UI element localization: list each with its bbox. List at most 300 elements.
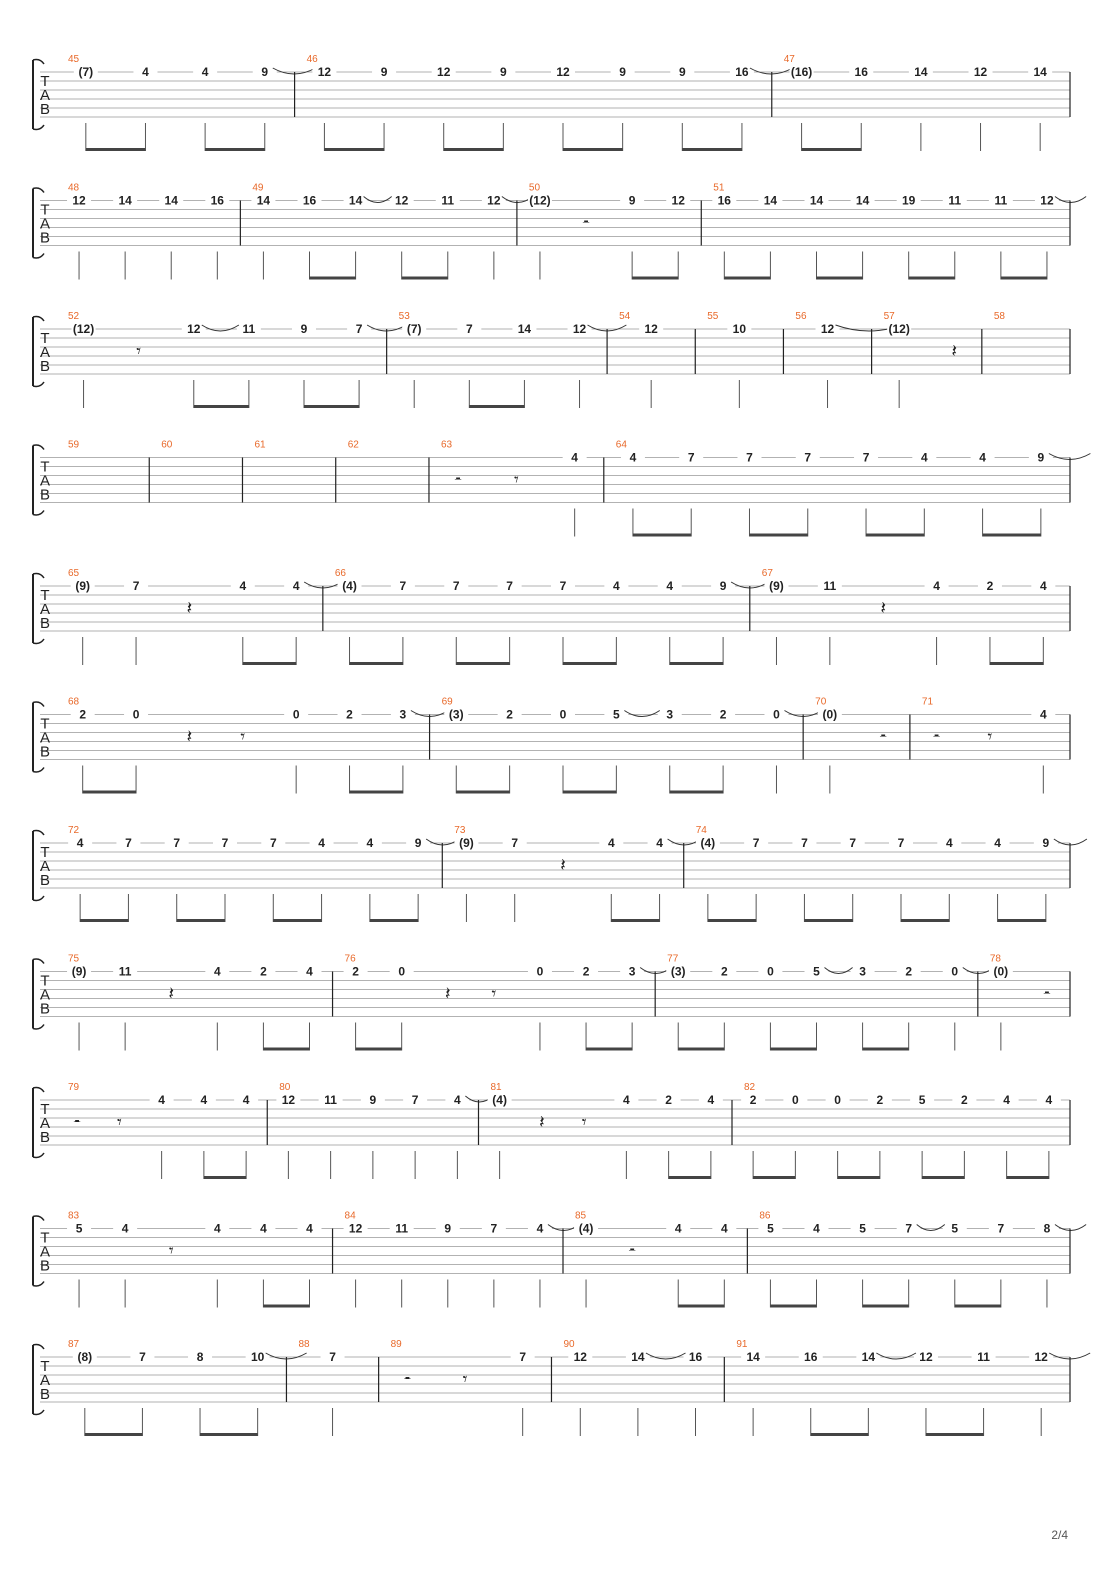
measure (750, 568, 1056, 665)
fret-number: 7 (355, 322, 363, 336)
measure-number: 87 (68, 1339, 80, 1350)
beam (632, 277, 678, 280)
measure-number: 62 (347, 439, 359, 451)
beam (670, 662, 723, 665)
measure (242, 440, 266, 503)
fret-number: 4 (994, 836, 1001, 850)
fret-number: 7 (221, 836, 229, 850)
measure (295, 54, 793, 151)
measure (701, 183, 1086, 280)
fret-number: 16 (302, 193, 317, 208)
fret-number: 14 (517, 322, 532, 336)
fret-number: (0) (822, 707, 838, 722)
fret-number: 14 (809, 193, 824, 208)
beam (350, 791, 403, 794)
fret-number: 11 (823, 579, 837, 593)
fret-number: 7 (125, 836, 132, 850)
tab-clef-letter: B (39, 1129, 51, 1146)
bracket-top (33, 959, 44, 964)
beam (304, 405, 359, 408)
bracket-bottom (33, 1410, 44, 1415)
tab-system (33, 1082, 1070, 1179)
fret-number: 12 (72, 193, 86, 208)
fret-number: 12 (572, 322, 587, 336)
measure-number: 81 (490, 1082, 502, 1093)
measure-number: 60 (161, 439, 173, 451)
fret-number: 4 (242, 1093, 250, 1107)
fret-number: (4) (578, 1221, 594, 1236)
fret-number: 2 (905, 964, 913, 979)
fret-number: 4 (213, 964, 221, 979)
fret-number: 3 (666, 707, 674, 722)
tie (646, 1353, 686, 1359)
measure (430, 697, 822, 794)
measure-number: 73 (454, 825, 466, 836)
bracket-bottom (33, 125, 44, 130)
tab-clef-letter: A (39, 1243, 51, 1261)
tab-system (33, 568, 1070, 665)
rest-symbol: 𝄽 (880, 598, 886, 619)
beam (402, 277, 448, 280)
fret-number: 8 (196, 1350, 204, 1364)
measure (551, 1339, 707, 1436)
measure-number: 64 (615, 439, 627, 451)
beam (586, 1048, 632, 1051)
measure-number: 75 (68, 953, 80, 965)
fret-number: (16) (790, 65, 813, 79)
fret-number: 4 (1003, 1093, 1010, 1107)
beam (80, 919, 128, 922)
measure (67, 1211, 321, 1308)
fret-number: 4 (629, 450, 637, 465)
fret-number: 12 (573, 1350, 587, 1364)
fret-number: 9 (300, 322, 308, 336)
measure (68, 568, 342, 665)
beam (817, 277, 863, 280)
beam (838, 1176, 880, 1179)
fret-number: 7 (173, 836, 181, 850)
fret-number: 9 (619, 65, 626, 79)
beam (563, 148, 623, 151)
fret-number: 12 (437, 65, 451, 79)
fret-number: 4 (318, 836, 325, 850)
fret-number: 7 (329, 1350, 336, 1364)
beam (633, 534, 691, 537)
rest-symbol: 𝄾 (491, 983, 497, 1005)
rest-symbol: 𝄽 (186, 726, 193, 748)
tab-clef-letter: T (40, 330, 50, 347)
beam (863, 1305, 909, 1308)
measure (286, 1339, 344, 1436)
fret-number: 4 (607, 836, 615, 850)
measure-number: 46 (306, 54, 318, 65)
tie (917, 1225, 945, 1231)
beam (243, 662, 296, 665)
beam (1007, 1176, 1049, 1179)
tab-clef-letter: T (40, 587, 50, 604)
fret-number: 4 (945, 836, 953, 850)
beam (83, 791, 136, 794)
fret-number: 12 (644, 322, 658, 336)
fret-number: 11 (118, 964, 132, 979)
measure-number: 77 (667, 953, 679, 965)
beam (955, 1305, 1001, 1308)
tab-clef-letter: A (39, 858, 51, 875)
tab-clef-letter: B (39, 1000, 51, 1018)
tab-clef-letter: B (39, 358, 51, 375)
fret-number: 4 (613, 579, 620, 593)
fret-number: 7 (139, 1350, 146, 1364)
measure (655, 954, 994, 1051)
fret-number: 11 (977, 1350, 990, 1364)
fret-number: 16 (210, 193, 224, 208)
tab-clef-letter: A (39, 1115, 51, 1132)
measure (978, 954, 1051, 1051)
measure-number: 50 (528, 182, 541, 194)
measure-number: 72 (68, 825, 80, 836)
fret-number: 12 (973, 65, 988, 79)
measure-number: 85 (575, 1210, 587, 1222)
bracket-top (33, 831, 44, 836)
measure (68, 825, 459, 922)
tab-clef-letter: A (39, 87, 51, 104)
beam (804, 919, 852, 922)
beam (469, 405, 524, 408)
bracket-top (33, 445, 44, 450)
tab-clef-letter: B (39, 743, 51, 761)
beam (611, 919, 659, 922)
fret-number: 14 (855, 193, 870, 208)
fret-number: 7 (452, 579, 460, 593)
rest-symbol: 𝄼 (582, 212, 590, 234)
fret-number: 2 (260, 964, 267, 979)
fret-number: 16 (735, 65, 749, 79)
fret-number: 7 (132, 579, 140, 593)
tie (876, 1353, 916, 1359)
fret-number: 4 (292, 579, 300, 593)
bracket-bottom (33, 511, 44, 516)
fret-number: 12 (1040, 193, 1054, 208)
tab-system (33, 183, 1086, 280)
fret-number: 14 (348, 193, 363, 208)
fret-number: 2 (720, 964, 728, 979)
fret-number: 0 (536, 964, 544, 979)
fret-number: 4 (656, 836, 663, 850)
fret-number: (4) (492, 1093, 507, 1107)
fret-number: 4 (707, 1093, 715, 1107)
fret-number: 11 (948, 193, 962, 208)
fret-number: 4 (571, 450, 578, 465)
measure-number: 53 (398, 311, 410, 322)
rest-symbol: 𝄾 (240, 726, 246, 748)
fret-number: 9 (369, 1093, 377, 1107)
tie (825, 968, 853, 974)
fret-number: 12 (919, 1350, 933, 1364)
tab-system (33, 1339, 1090, 1436)
measure-number: 63 (440, 439, 453, 451)
fret-number: 4 (920, 450, 928, 465)
beam (811, 1433, 869, 1436)
beam (200, 1433, 258, 1436)
fret-number: 7 (519, 1350, 527, 1364)
measure (149, 440, 173, 503)
fret-number: 12 (187, 322, 201, 336)
fret-number: 14 (1033, 65, 1047, 79)
fret-number: 12 (487, 193, 501, 208)
fret-number: 4 (454, 1093, 461, 1107)
fret-number: (7) (406, 322, 422, 336)
measure (479, 1082, 723, 1179)
tab-system (33, 825, 1087, 922)
rest-symbol: 𝄼 (73, 1112, 81, 1133)
beam (273, 919, 321, 922)
rest-symbol: 𝄼 (454, 469, 462, 491)
measure (604, 440, 1091, 537)
beam (922, 1176, 964, 1179)
beam (263, 1305, 309, 1308)
beam (205, 148, 265, 151)
measure (68, 1339, 307, 1436)
beam (901, 919, 949, 922)
beam (444, 148, 504, 151)
fret-number: 0 (559, 707, 567, 722)
beam (563, 662, 616, 665)
fret-number: 4 (674, 1221, 682, 1236)
bracket-bottom (33, 1282, 44, 1287)
measure-number: 76 (344, 953, 356, 965)
beam (1001, 277, 1047, 280)
fret-number: 4 (142, 65, 149, 79)
measure-number: 59 (68, 439, 80, 451)
measure (240, 183, 533, 280)
beam (670, 791, 723, 794)
tab-clef-letter: T (40, 1358, 50, 1375)
fret-number: 4 (1039, 707, 1047, 722)
fret-number: (4) (700, 836, 716, 850)
fret-number: 9 (1042, 836, 1050, 850)
rest-symbol: 𝄼 (628, 1240, 636, 1262)
fret-number: 0 (773, 707, 780, 722)
measure (563, 1211, 736, 1308)
beam (753, 1176, 795, 1179)
rest-symbol: 𝄽 (186, 598, 193, 619)
fret-number: 9 (380, 65, 388, 79)
beam (770, 1048, 816, 1051)
fret-number: 8 (1043, 1221, 1051, 1236)
fret-number: 4 (623, 1093, 630, 1107)
measure-number: 56 (795, 311, 807, 322)
tab-clef-letter: B (39, 229, 51, 247)
beam (990, 662, 1043, 665)
fret-number: 0 (792, 1093, 799, 1107)
measure-number: 54 (619, 311, 631, 322)
measure-number: 74 (695, 825, 707, 836)
measure-number: 49 (252, 182, 264, 194)
fret-number: 2 (876, 1093, 884, 1107)
measure-number: 69 (441, 696, 453, 708)
measure-number: 58 (993, 311, 1005, 322)
tab-clef-letter: B (39, 615, 51, 632)
fret-number: 16 (854, 65, 868, 79)
fret-number: (9) (459, 836, 474, 850)
tab-clef-letter: T (40, 972, 50, 990)
fret-number: 4 (1039, 579, 1047, 593)
beam (86, 148, 146, 151)
fret-number: 4 (536, 1221, 544, 1236)
fret-number: 2 (719, 707, 727, 722)
fret-number: 9 (719, 579, 727, 593)
fret-number: 2 (749, 1093, 757, 1107)
fret-number: 7 (269, 836, 277, 850)
measure (684, 825, 1087, 922)
measure-number: 70 (815, 696, 827, 708)
measure (333, 1211, 580, 1308)
fret-number: 4 (933, 579, 940, 593)
tab-system (33, 311, 1070, 408)
measure (68, 311, 406, 408)
measure-number: 68 (68, 696, 80, 708)
measure (68, 697, 448, 794)
measure-number: 55 (707, 311, 719, 322)
beam (682, 148, 742, 151)
measure-number: 79 (68, 1082, 80, 1093)
fret-number: 11 (395, 1221, 409, 1236)
fret-number: (12) (529, 193, 551, 208)
fret-number: 5 (813, 964, 820, 979)
beam (177, 919, 225, 922)
fret-number: 10 (732, 322, 747, 336)
tab-clef-letter: B (39, 101, 51, 118)
measure (68, 1082, 258, 1179)
beam (204, 1176, 246, 1179)
tab-clef-letter: A (39, 215, 51, 233)
fret-number: 9 (261, 65, 269, 79)
fret-number: 9 (1037, 450, 1045, 465)
measure (67, 183, 229, 280)
fret-number: 9 (444, 1221, 452, 1236)
rest-symbol: 𝄽 (560, 855, 566, 876)
measure-number: 47 (783, 54, 795, 65)
measure-number: 45 (68, 54, 80, 65)
measure (982, 311, 1006, 374)
fret-number: 4 (366, 836, 374, 850)
fret-number: 2 (506, 707, 513, 722)
fret-number: 2 (346, 707, 353, 722)
fret-number: 12 (1034, 1350, 1048, 1364)
measure-number: 52 (68, 311, 80, 322)
measure (803, 697, 887, 794)
measure-number: 88 (298, 1339, 310, 1350)
measure-number: 61 (254, 439, 266, 451)
measure (910, 697, 1055, 794)
fret-number: 0 (292, 707, 300, 722)
fret-number: 11 (324, 1093, 337, 1107)
tie (364, 197, 392, 203)
bracket-top (33, 574, 44, 579)
measure (68, 54, 315, 151)
fret-number: (4) (342, 579, 357, 593)
measure-number: 48 (68, 182, 80, 194)
tab-clef-letter: B (39, 872, 51, 889)
rest-symbol: 𝄾 (581, 1112, 587, 1133)
tab-system (33, 1211, 1086, 1308)
fret-number: 7 (687, 450, 695, 465)
rest-symbol: 𝄽 (445, 983, 451, 1005)
rest-symbol: 𝄼 (933, 726, 941, 748)
fret-number: (8) (77, 1350, 93, 1364)
measure (267, 1082, 493, 1179)
fret-number: 7 (905, 1221, 913, 1236)
tab-clef-letter: T (40, 715, 50, 733)
fret-number: 4 (76, 836, 84, 850)
fret-number: 7 (801, 836, 808, 850)
fret-number: 12 (348, 1221, 363, 1236)
fret-number: 9 (628, 193, 636, 208)
beam (194, 405, 249, 408)
rest-symbol: 𝄽 (951, 341, 958, 362)
bracket-top (33, 702, 44, 707)
fret-number: 9 (678, 65, 686, 79)
beam (863, 1048, 909, 1051)
beam (708, 919, 756, 922)
fret-number: 4 (201, 65, 209, 79)
rest-symbol: 𝄾 (513, 469, 519, 491)
tab-clef-letter: A (39, 1372, 51, 1389)
rest-symbol: 𝄽 (168, 983, 174, 1005)
rest-symbol: 𝄾 (168, 1240, 174, 1262)
fret-number: 4 (306, 964, 313, 979)
fret-number: 4 (158, 1093, 165, 1107)
fret-number: 14 (914, 65, 928, 79)
fret-number: 12 (317, 65, 332, 79)
fret-number: 7 (399, 579, 407, 593)
measure (772, 54, 1052, 151)
tab-clef-letter: T (40, 1101, 50, 1118)
fret-number: 19 (902, 193, 916, 208)
tab-clef-letter: A (39, 601, 51, 618)
beam (866, 534, 924, 537)
beam (998, 919, 1046, 922)
measure (724, 1339, 1090, 1436)
measure (607, 311, 663, 408)
fret-number: (7) (78, 65, 94, 79)
bracket-bottom (33, 768, 44, 773)
measure-number: 91 (736, 1339, 748, 1350)
measure (747, 1211, 1086, 1308)
bracket-top (33, 1088, 44, 1093)
fret-number: 7 (849, 836, 857, 850)
fret-number: (3) (670, 964, 686, 979)
fret-number: 4 (213, 1221, 221, 1236)
fret-number: (12) (888, 322, 910, 336)
tab-clef-letter: T (40, 844, 50, 861)
fret-number: 5 (859, 1221, 866, 1236)
tab-system (33, 954, 1070, 1051)
beam (770, 1305, 816, 1308)
fret-number: 7 (746, 450, 753, 465)
beam (350, 662, 403, 665)
fret-number: 4 (121, 1221, 129, 1236)
measure-number: 78 (989, 953, 1001, 965)
fret-number: 12 (556, 65, 570, 79)
measure-number: 57 (883, 311, 895, 322)
rest-symbol: 𝄾 (136, 341, 142, 362)
rest-symbol: 𝄼 (403, 1369, 411, 1390)
beam (909, 277, 955, 280)
fret-number: 14 (746, 1350, 760, 1364)
measure-number: 90 (563, 1339, 575, 1350)
tab-system (33, 440, 1090, 537)
